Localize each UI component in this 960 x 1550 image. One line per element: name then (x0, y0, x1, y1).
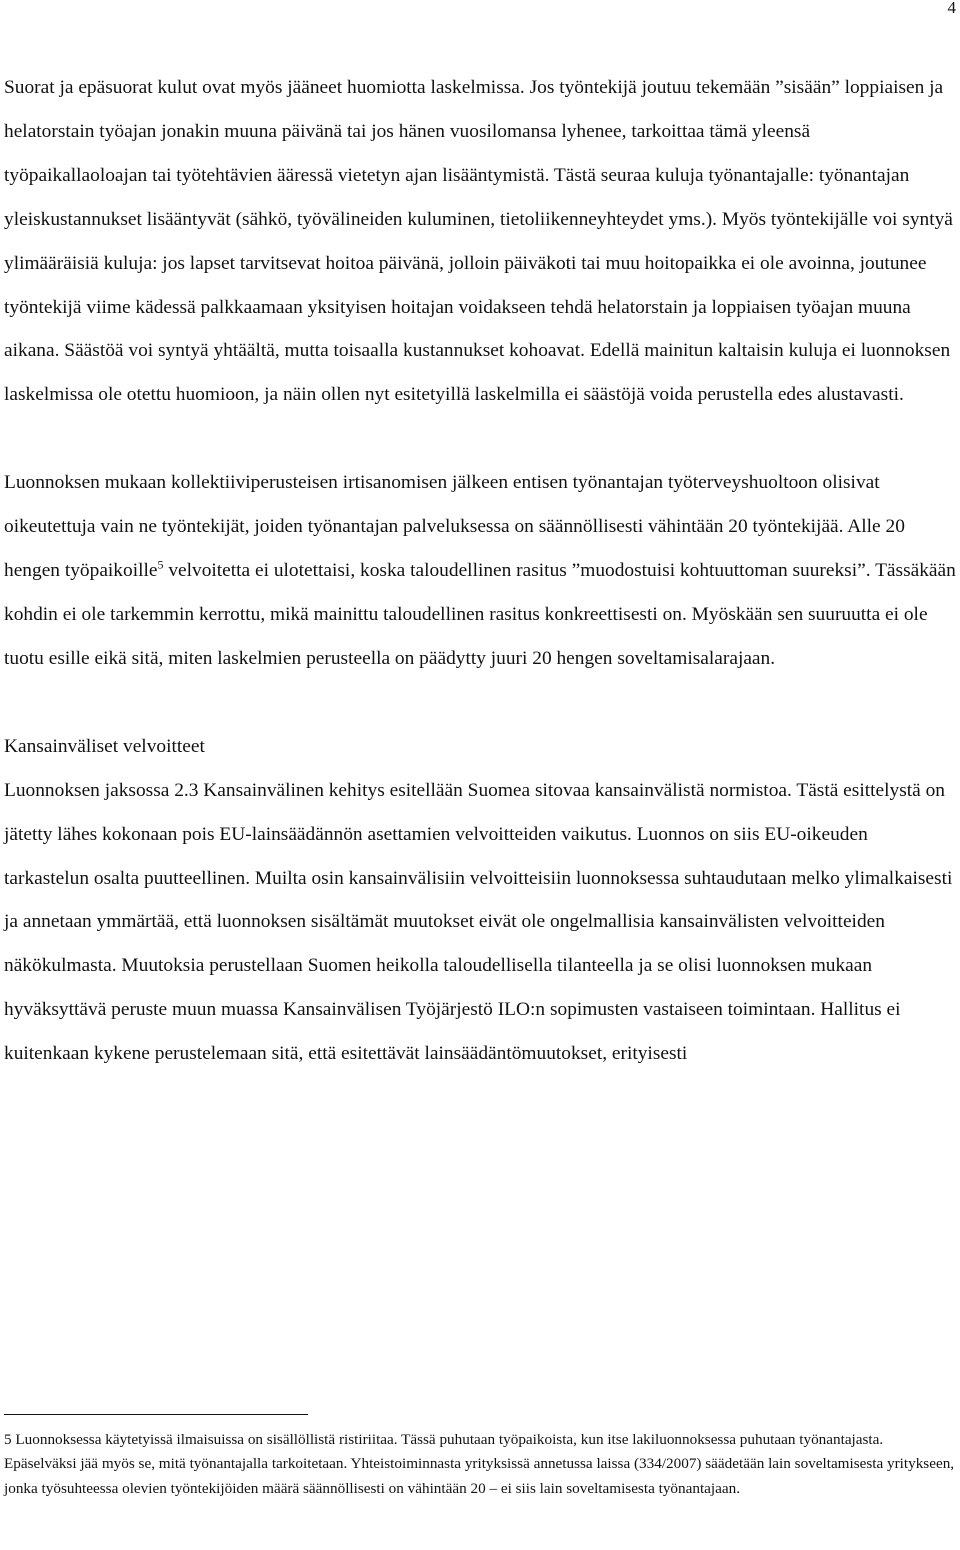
paragraph-occupational-health (4, 461, 956, 681)
paragraph-occupational-health-text-a: Luonnoksen mukaan kollektiiviperusteisen irtisanomisen jälkeen entisen työnantajan työterveyshuoltoon olisivat oikeutettuja vain ne työntekijät, joiden työnantajan palveluksessa on säännöllisesti vähintään 20 työntekijää. Alle 20 hengen työpaikoille (4, 472, 905, 582)
footnote-marker: 5 (4, 1431, 12, 1448)
footnotes (4, 1428, 956, 1501)
page-number: 4 (947, 0, 956, 17)
footnote-text: Luonnoksessa käytetyissä ilmaisuissa on sisällöllistä ristiriitaa. Tässä puhutaan työpaikoista, kun itse lakiluonnoksessa puhutaan työnantajasta. Epäselväksi jää myös se, mitä työnantajalla tarkoitetaan. Yhteistoiminnasta yrityksissä annetussa laissa (334/2007) säädetään lain soveltamisesta yritykseen, jonka työsuhteessa olevien työntekijöiden määrä säännöllisesti on vähintään 20 – ei siis lain soveltamisesta työnantajaan. (4, 1431, 955, 1497)
paragraph-international-obligations: Luonnoksen jaksossa 2.3 Kansainvälinen kehitys esitellään Suomea sitovaa kansainvälistä normistoa. Tästä esittelystä on jätetty lähes kokonaan pois EU-lainsäädännön asettamien velvoitteiden vaikutus. Luonnos on siis EU-oikeuden tarkastelun osalta puutteellinen. Muilta osin kansainvälisiin velvoitteisiin luonnoksessa suhtaudutaan melko ylimalkaisesti ja annetaan ymmärtää, että luonnoksen sisältämät muutokset eivät ole ongelmallisia kansainvälisten velvoitteiden näkökulmasta. Muutoksia perustellaan Suomen heikolla taloudellisella tilanteella ja se olisi luonnoksen mukaan hyväksyttävä peruste muun muassa Kansainvälisen Työjärjestö ILO:n sopimusten vastaiseen toimintaan. Hallitus ei kuitenkaan kykene perustelemaan sitä, että esitettävät lainsäädäntömuutokset, erityisesti (4, 779, 953, 1065)
paragraph-occupational-health-text-b: velvoitetta ei ulotettaisi, koska taloudellinen rasitus ”muodostuisi kohtuuttoman suureksi”. Tässäkään kohdin ei ole tarkemmin kerrottu, mikä mainittu taloudellinen rasitus konkreettisesti on. Myöskään sen suuruutta ei ole tuotu esille eikä sitä, miten laskelmien perusteella on päädytty juuri 20 hengen soveltamisalarajaan. (4, 560, 956, 669)
footnote (4, 1428, 956, 1501)
footnote-reference[interactable]: 5 (157, 557, 164, 572)
section-heading: Kansainväliset velvoitteet (4, 735, 205, 757)
footnote-divider (4, 1414, 308, 1415)
document-body (4, 66, 956, 1076)
paragraph-costs: Suorat ja epäsuorat kulut ovat myös jääneet huomiotta laskelmissa. Jos työntekijä joutuu tekemään ”sisään” loppiaisen ja helatorstain työajan jonakin muuna päivänä tai jos hänen vuosilomansa lyhenee, tarkoittaa tämä yleensä työpaikallaoloajan tai työtehtävien ääressä vietetyn ajan lisääntymistä. Tästä seuraa kuluja työnantajalle: työnantajan yleiskustannukset lisääntyvät (sähkö, työvälineiden kuluminen, tietoliikenneyhteydet yms.). Myös työntekijälle voi syntyä ylimääräisiä kuluja: jos lapset tarvitsevat hoitoa päivänä, jolloin päiväkoti tai muu hoitopaikka ei ole avoinna, joutunee työntekijä viime kädessä palkkaamaan yksityisen hoitajan voidakseen tehdä helatorstain ja loppiaisen työajan muuna aikana. Säästöä voi syntyä yhtäältä, mutta toisaalla kustannukset kohoavat. Edellä mainitun kaltaisin kuluja ei luonnoksen laskelmissa ole otettu huomioon, ja näin ollen nyt esitetyillä laskelmilla ei säästöjä voida perustella edes alustavasti. (4, 77, 953, 406)
